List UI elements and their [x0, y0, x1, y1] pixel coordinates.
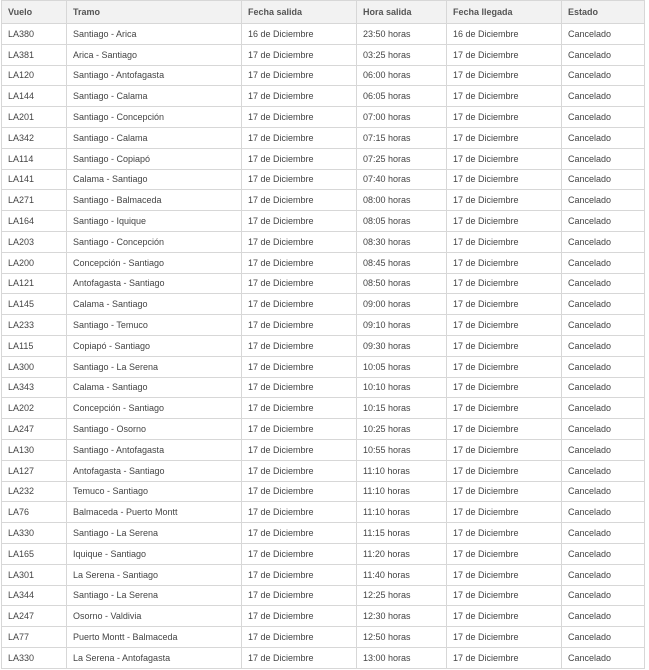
arrival-date-cell: 17 de Diciembre [447, 564, 562, 585]
flight-number-cell: LA164 [2, 211, 67, 232]
arrival-date-cell: 17 de Diciembre [447, 315, 562, 336]
route-cell: La Serena - Santiago [67, 564, 242, 585]
departure-time-cell: 08:50 horas [357, 273, 447, 294]
arrival-date-cell: 17 de Diciembre [447, 86, 562, 107]
table-row [2, 585, 645, 606]
arrival-date-cell: 17 de Diciembre [447, 460, 562, 481]
departure-time-cell: 08:45 horas [357, 252, 447, 273]
route-cell: Santiago - Temuco [67, 315, 242, 336]
route-cell: Santiago - Balmaceda [67, 190, 242, 211]
departure-date-cell: 17 de Diciembre [242, 315, 357, 336]
flight-number-cell: LA165 [2, 543, 67, 564]
status-cell: Cancelado [562, 86, 645, 107]
flight-number-cell: LA120 [2, 65, 67, 86]
table-row [2, 211, 645, 232]
route-cell: Calama - Santiago [67, 169, 242, 190]
arrival-date-cell: 17 de Diciembre [447, 523, 562, 544]
status-cell: Cancelado [562, 252, 645, 273]
route-cell: Santiago - Calama [67, 127, 242, 148]
status-cell: Cancelado [562, 585, 645, 606]
departure-time-cell: 10:10 horas [357, 377, 447, 398]
arrival-date-cell: 17 de Diciembre [447, 44, 562, 65]
route-cell: Copiapó - Santiago [67, 335, 242, 356]
departure-time-cell: 07:40 horas [357, 169, 447, 190]
flight-number-cell: LA145 [2, 294, 67, 315]
departure-date-cell: 17 de Diciembre [242, 502, 357, 523]
flight-number-cell: LA200 [2, 252, 67, 273]
status-cell: Cancelado [562, 107, 645, 128]
departure-time-cell: 09:00 horas [357, 294, 447, 315]
status-cell: Cancelado [562, 211, 645, 232]
departure-time-cell: 12:50 horas [357, 627, 447, 648]
departure-date-cell: 17 de Diciembre [242, 439, 357, 460]
flight-number-cell: LA301 [2, 564, 67, 585]
departure-date-cell: 17 de Diciembre [242, 585, 357, 606]
flight-number-cell: LA144 [2, 86, 67, 107]
route-cell: Balmaceda - Puerto Montt [67, 502, 242, 523]
departure-time-cell: 06:05 horas [357, 86, 447, 107]
departure-date-cell: 17 de Diciembre [242, 335, 357, 356]
status-cell: Cancelado [562, 627, 645, 648]
column-header-vuelo: Vuelo [2, 1, 67, 24]
arrival-date-cell: 17 de Diciembre [447, 481, 562, 502]
departure-date-cell: 17 de Diciembre [242, 356, 357, 377]
departure-date-cell: 17 de Diciembre [242, 647, 357, 668]
status-cell: Cancelado [562, 231, 645, 252]
arrival-date-cell: 17 de Diciembre [447, 273, 562, 294]
arrival-date-cell: 17 de Diciembre [447, 127, 562, 148]
route-cell: Santiago - Concepción [67, 107, 242, 128]
departure-time-cell: 11:10 horas [357, 481, 447, 502]
flight-number-cell: LA121 [2, 273, 67, 294]
table-row [2, 523, 645, 544]
departure-date-cell: 16 de Diciembre [242, 24, 357, 45]
departure-time-cell: 07:25 horas [357, 148, 447, 169]
status-cell: Cancelado [562, 647, 645, 668]
departure-time-cell: 09:10 horas [357, 315, 447, 336]
departure-date-cell: 17 de Diciembre [242, 107, 357, 128]
departure-time-cell: 12:30 horas [357, 606, 447, 627]
departure-date-cell: 17 de Diciembre [242, 377, 357, 398]
status-cell: Cancelado [562, 502, 645, 523]
status-cell: Cancelado [562, 24, 645, 45]
status-cell: Cancelado [562, 190, 645, 211]
flight-number-cell: LA202 [2, 398, 67, 419]
route-cell: Osorno - Valdivia [67, 606, 242, 627]
status-cell: Cancelado [562, 543, 645, 564]
departure-date-cell: 17 de Diciembre [242, 148, 357, 169]
departure-time-cell: 23:50 horas [357, 24, 447, 45]
arrival-date-cell: 17 de Diciembre [447, 419, 562, 440]
departure-time-cell: 13:00 horas [357, 647, 447, 668]
departure-date-cell: 17 de Diciembre [242, 86, 357, 107]
table-row [2, 252, 645, 273]
route-cell: Santiago - La Serena [67, 585, 242, 606]
column-header-estado: Estado [562, 1, 645, 24]
table-row [2, 44, 645, 65]
departure-date-cell: 17 de Diciembre [242, 44, 357, 65]
departure-date-cell: 17 de Diciembre [242, 398, 357, 419]
table-row [2, 294, 645, 315]
table-row [2, 502, 645, 523]
departure-time-cell: 11:10 horas [357, 502, 447, 523]
arrival-date-cell: 17 de Diciembre [447, 606, 562, 627]
status-cell: Cancelado [562, 377, 645, 398]
departure-time-cell: 11:10 horas [357, 460, 447, 481]
route-cell: Iquique - Santiago [67, 543, 242, 564]
table-row [2, 481, 645, 502]
arrival-date-cell: 17 de Diciembre [447, 335, 562, 356]
flight-number-cell: LA127 [2, 460, 67, 481]
departure-date-cell: 17 de Diciembre [242, 419, 357, 440]
route-cell: Santiago - Antofagasta [67, 65, 242, 86]
route-cell: Santiago - Antofagasta [67, 439, 242, 460]
arrival-date-cell: 17 de Diciembre [447, 294, 562, 315]
route-cell: La Serena - Antofagasta [67, 647, 242, 668]
departure-date-cell: 17 de Diciembre [242, 190, 357, 211]
flight-number-cell: LA130 [2, 439, 67, 460]
table-body [2, 24, 645, 669]
route-cell: Santiago - La Serena [67, 356, 242, 377]
arrival-date-cell: 16 de Diciembre [447, 24, 562, 45]
departure-date-cell: 17 de Diciembre [242, 481, 357, 502]
route-cell: Santiago - La Serena [67, 523, 242, 544]
table-row [2, 86, 645, 107]
departure-date-cell: 17 de Diciembre [242, 627, 357, 648]
departure-time-cell: 07:15 horas [357, 127, 447, 148]
status-cell: Cancelado [562, 606, 645, 627]
flight-number-cell: LA343 [2, 377, 67, 398]
flights-table [1, 0, 645, 669]
status-cell: Cancelado [562, 481, 645, 502]
route-cell: Santiago - Calama [67, 86, 242, 107]
flight-number-cell: LA342 [2, 127, 67, 148]
flight-number-cell: LA381 [2, 44, 67, 65]
arrival-date-cell: 17 de Diciembre [447, 377, 562, 398]
table-row [2, 398, 645, 419]
departure-time-cell: 10:55 horas [357, 439, 447, 460]
status-cell: Cancelado [562, 335, 645, 356]
status-cell: Cancelado [562, 419, 645, 440]
status-cell: Cancelado [562, 460, 645, 481]
table-row [2, 439, 645, 460]
table-row [2, 627, 645, 648]
table-row [2, 335, 645, 356]
departure-time-cell: 09:30 horas [357, 335, 447, 356]
table-row [2, 148, 645, 169]
route-cell: Puerto Montt - Balmaceda [67, 627, 242, 648]
table-row [2, 273, 645, 294]
departure-time-cell: 10:15 horas [357, 398, 447, 419]
departure-date-cell: 17 de Diciembre [242, 252, 357, 273]
table-row [2, 315, 645, 336]
table-row [2, 356, 645, 377]
flight-number-cell: LA141 [2, 169, 67, 190]
table-row [2, 647, 645, 668]
table-row [2, 377, 645, 398]
route-cell: Concepción - Santiago [67, 252, 242, 273]
status-cell: Cancelado [562, 398, 645, 419]
route-cell: Santiago - Concepción [67, 231, 242, 252]
flight-number-cell: LA232 [2, 481, 67, 502]
departure-time-cell: 08:05 horas [357, 211, 447, 232]
table-row [2, 65, 645, 86]
table-row [2, 169, 645, 190]
arrival-date-cell: 17 de Diciembre [447, 190, 562, 211]
arrival-date-cell: 17 de Diciembre [447, 398, 562, 419]
arrival-date-cell: 17 de Diciembre [447, 107, 562, 128]
table-header [2, 1, 645, 24]
departure-date-cell: 17 de Diciembre [242, 169, 357, 190]
departure-date-cell: 17 de Diciembre [242, 564, 357, 585]
status-cell: Cancelado [562, 564, 645, 585]
status-cell: Cancelado [562, 148, 645, 169]
departure-time-cell: 03:25 horas [357, 44, 447, 65]
arrival-date-cell: 17 de Diciembre [447, 65, 562, 86]
status-cell: Cancelado [562, 65, 645, 86]
departure-date-cell: 17 de Diciembre [242, 211, 357, 232]
table-row [2, 107, 645, 128]
table-row [2, 190, 645, 211]
route-cell: Antofagasta - Santiago [67, 273, 242, 294]
departure-date-cell: 17 de Diciembre [242, 65, 357, 86]
flight-number-cell: LA330 [2, 647, 67, 668]
departure-time-cell: 12:25 horas [357, 585, 447, 606]
route-cell: Santiago - Osorno [67, 419, 242, 440]
route-cell: Temuco - Santiago [67, 481, 242, 502]
departure-date-cell: 17 de Diciembre [242, 606, 357, 627]
status-cell: Cancelado [562, 356, 645, 377]
route-cell: Santiago - Iquique [67, 211, 242, 232]
column-header-tramo: Tramo [67, 1, 242, 24]
route-cell: Santiago - Copiapó [67, 148, 242, 169]
route-cell: Concepción - Santiago [67, 398, 242, 419]
flight-number-cell: LA233 [2, 315, 67, 336]
flight-number-cell: LA76 [2, 502, 67, 523]
departure-time-cell: 11:15 horas [357, 523, 447, 544]
arrival-date-cell: 17 de Diciembre [447, 627, 562, 648]
arrival-date-cell: 17 de Diciembre [447, 647, 562, 668]
departure-time-cell: 07:00 horas [357, 107, 447, 128]
departure-date-cell: 17 de Diciembre [242, 523, 357, 544]
arrival-date-cell: 17 de Diciembre [447, 148, 562, 169]
status-cell: Cancelado [562, 294, 645, 315]
status-cell: Cancelado [562, 315, 645, 336]
departure-time-cell: 11:20 horas [357, 543, 447, 564]
arrival-date-cell: 17 de Diciembre [447, 252, 562, 273]
table-row [2, 564, 645, 585]
status-cell: Cancelado [562, 169, 645, 190]
route-cell: Santiago - Arica [67, 24, 242, 45]
column-header-hora-salida: Hora salida [357, 1, 447, 24]
flight-number-cell: LA77 [2, 627, 67, 648]
route-cell: Arica - Santiago [67, 44, 242, 65]
departure-date-cell: 17 de Diciembre [242, 460, 357, 481]
departure-time-cell: 10:05 horas [357, 356, 447, 377]
table-row [2, 543, 645, 564]
status-cell: Cancelado [562, 439, 645, 460]
column-header-fecha-salida: Fecha salida [242, 1, 357, 24]
departure-time-cell: 08:00 horas [357, 190, 447, 211]
route-cell: Calama - Santiago [67, 377, 242, 398]
departure-time-cell: 11:40 horas [357, 564, 447, 585]
arrival-date-cell: 17 de Diciembre [447, 439, 562, 460]
flight-number-cell: LA300 [2, 356, 67, 377]
arrival-date-cell: 17 de Diciembre [447, 231, 562, 252]
table-row [2, 127, 645, 148]
table-row [2, 231, 645, 252]
arrival-date-cell: 17 de Diciembre [447, 169, 562, 190]
flight-number-cell: LA115 [2, 335, 67, 356]
arrival-date-cell: 17 de Diciembre [447, 585, 562, 606]
table-row [2, 24, 645, 45]
status-cell: Cancelado [562, 273, 645, 294]
departure-time-cell: 06:00 horas [357, 65, 447, 86]
table-row [2, 460, 645, 481]
status-cell: Cancelado [562, 44, 645, 65]
flight-number-cell: LA330 [2, 523, 67, 544]
route-cell: Antofagasta - Santiago [67, 460, 242, 481]
table-row [2, 419, 645, 440]
status-cell: Cancelado [562, 127, 645, 148]
departure-date-cell: 17 de Diciembre [242, 294, 357, 315]
column-header-fecha-llegada: Fecha llegada [447, 1, 562, 24]
arrival-date-cell: 17 de Diciembre [447, 356, 562, 377]
flight-number-cell: LA201 [2, 107, 67, 128]
departure-date-cell: 17 de Diciembre [242, 231, 357, 252]
table-row [2, 606, 645, 627]
flight-number-cell: LA114 [2, 148, 67, 169]
route-cell: Calama - Santiago [67, 294, 242, 315]
flight-number-cell: LA380 [2, 24, 67, 45]
flight-number-cell: LA344 [2, 585, 67, 606]
flight-number-cell: LA247 [2, 606, 67, 627]
flight-number-cell: LA203 [2, 231, 67, 252]
departure-date-cell: 17 de Diciembre [242, 273, 357, 294]
departure-date-cell: 17 de Diciembre [242, 543, 357, 564]
departure-time-cell: 08:30 horas [357, 231, 447, 252]
arrival-date-cell: 17 de Diciembre [447, 502, 562, 523]
arrival-date-cell: 17 de Diciembre [447, 211, 562, 232]
status-cell: Cancelado [562, 523, 645, 544]
flight-number-cell: LA247 [2, 419, 67, 440]
departure-time-cell: 10:25 horas [357, 419, 447, 440]
arrival-date-cell: 17 de Diciembre [447, 543, 562, 564]
departure-date-cell: 17 de Diciembre [242, 127, 357, 148]
flight-number-cell: LA271 [2, 190, 67, 211]
header-row [2, 1, 645, 24]
